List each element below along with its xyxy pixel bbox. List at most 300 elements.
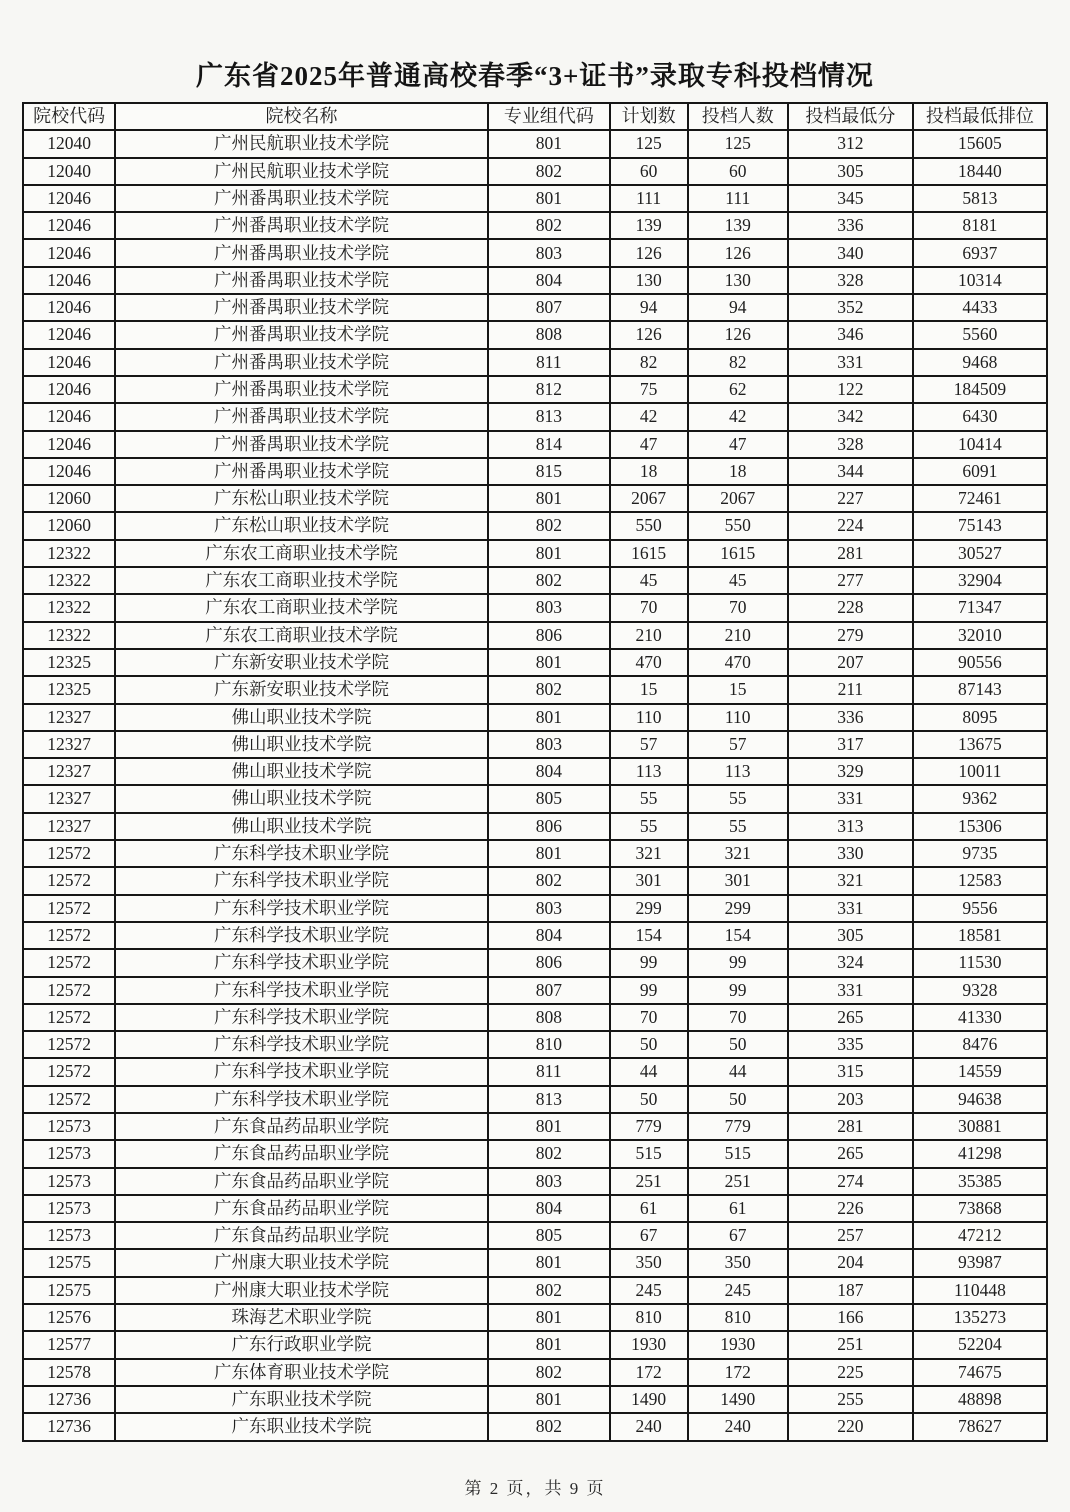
table-cell: 804 [488,1195,610,1222]
table-cell: 广东农工商职业技术学院 [115,622,488,649]
table-cell: 251 [610,1168,688,1195]
table-cell: 12573 [23,1222,115,1249]
table-cell: 125 [688,130,788,157]
table-cell: 99 [688,977,788,1004]
table-cell: 550 [610,512,688,539]
table-cell: 广东科学技术职业学院 [115,1086,488,1113]
table-cell: 803 [488,731,610,758]
table-cell: 805 [488,1222,610,1249]
table-cell: 12575 [23,1277,115,1304]
table-cell: 67 [610,1222,688,1249]
table-cell: 佛山职业技术学院 [115,731,488,758]
table-cell: 111 [688,185,788,212]
table-cell: 251 [688,1168,788,1195]
table-row [23,540,1047,567]
table-cell: 224 [788,512,913,539]
table-row [23,1195,1047,1222]
table-cell: 301 [610,867,688,894]
table-cell: 广东食品药品职业学院 [115,1222,488,1249]
table-cell: 130 [610,267,688,294]
table-cell: 94 [688,294,788,321]
table-row [23,895,1047,922]
table-cell: 广东松山职业技术学院 [115,512,488,539]
table-cell: 211 [788,676,913,703]
table-cell: 60 [610,158,688,185]
table-cell: 12578 [23,1359,115,1386]
table-cell: 802 [488,158,610,185]
table-cell: 803 [488,895,610,922]
table-cell: 110448 [913,1277,1047,1304]
table-cell: 93987 [913,1249,1047,1276]
table-cell: 172 [610,1359,688,1386]
table-cell: 804 [488,922,610,949]
table-row [23,376,1047,403]
table-row [23,977,1047,1004]
table-cell: 广东科学技术职业学院 [115,1058,488,1085]
table-cell: 62 [688,376,788,403]
table-cell: 810 [488,1031,610,1058]
table-cell: 245 [688,1277,788,1304]
table-cell: 30527 [913,540,1047,567]
table-cell: 广州民航职业技术学院 [115,158,488,185]
table-cell: 274 [788,1168,913,1195]
table-cell: 804 [488,758,610,785]
table-cell: 1490 [610,1386,688,1413]
table-cell: 18440 [913,158,1047,185]
table-cell: 135273 [913,1304,1047,1331]
table-cell: 10414 [913,431,1047,458]
table-cell: 1490 [688,1386,788,1413]
table-cell: 811 [488,1058,610,1085]
table-cell: 广东松山职业技术学院 [115,485,488,512]
table-cell: 12572 [23,922,115,949]
table-cell: 广州番禺职业技术学院 [115,458,488,485]
table-cell: 814 [488,431,610,458]
table-cell: 344 [788,458,913,485]
table-row [23,922,1047,949]
table-cell: 126 [688,239,788,266]
table-cell: 139 [610,212,688,239]
table-cell: 41298 [913,1140,1047,1167]
table-cell: 801 [488,540,610,567]
table-cell: 245 [610,1277,688,1304]
table-cell: 227 [788,485,913,512]
table-cell: 317 [788,731,913,758]
table-cell: 779 [610,1113,688,1140]
table-row [23,1304,1047,1331]
table-cell: 12046 [23,212,115,239]
table-cell: 1930 [688,1331,788,1358]
table-cell: 321 [688,840,788,867]
table-cell: 47 [688,431,788,458]
table-cell: 1615 [688,540,788,567]
table-cell: 78627 [913,1413,1047,1440]
table-cell: 75 [610,376,688,403]
table-cell: 70 [610,1004,688,1031]
table-cell: 5813 [913,185,1047,212]
table-cell: 806 [488,622,610,649]
table-cell: 广州番禺职业技术学院 [115,376,488,403]
table-cell: 346 [788,321,913,348]
table-cell: 12327 [23,704,115,731]
table-row [23,622,1047,649]
table-cell: 12322 [23,567,115,594]
table-cell: 184509 [913,376,1047,403]
table-row [23,704,1047,731]
table-cell: 47212 [913,1222,1047,1249]
table-cell: 广东新安职业技术学院 [115,649,488,676]
table-cell: 5560 [913,321,1047,348]
table-row [23,1249,1047,1276]
table-cell: 广东科学技术职业学院 [115,949,488,976]
table-cell: 277 [788,567,913,594]
table-cell: 802 [488,1359,610,1386]
table-cell: 279 [788,622,913,649]
table-cell: 55 [610,785,688,812]
table-cell: 251 [788,1331,913,1358]
table-cell: 125 [610,130,688,157]
table-cell: 佛山职业技术学院 [115,785,488,812]
table-row [23,1004,1047,1031]
table-cell: 801 [488,130,610,157]
table-row [23,1031,1047,1058]
table-row [23,1058,1047,1085]
table-cell: 207 [788,649,913,676]
table-cell: 48898 [913,1386,1047,1413]
table-cell: 801 [488,704,610,731]
table-cell: 广州康大职业技术学院 [115,1249,488,1276]
table-row [23,512,1047,539]
table-cell: 广州番禺职业技术学院 [115,185,488,212]
table-cell: 13675 [913,731,1047,758]
table-cell: 广州番禺职业技术学院 [115,212,488,239]
table-row [23,758,1047,785]
table-cell: 257 [788,1222,913,1249]
table-row [23,267,1047,294]
table-cell: 126 [688,321,788,348]
table-cell: 35385 [913,1168,1047,1195]
table-cell: 154 [688,922,788,949]
table-cell: 12325 [23,649,115,676]
table-cell: 广东职业技术学院 [115,1413,488,1440]
table-row [23,130,1047,157]
table-cell: 广东体育职业技术学院 [115,1359,488,1386]
table-cell: 70 [688,594,788,621]
table-cell: 佛山职业技术学院 [115,704,488,731]
table-cell: 广州番禺职业技术学院 [115,294,488,321]
table-cell: 12573 [23,1140,115,1167]
table-cell: 12046 [23,349,115,376]
table-row [23,1277,1047,1304]
table-cell: 210 [610,622,688,649]
table-cell: 331 [788,785,913,812]
table-cell: 45 [688,567,788,594]
page-title: 广东省2025年普通高校春季“3+证书”录取专科投档情况 [196,61,874,91]
table-cell: 广东行政职业学院 [115,1331,488,1358]
table-cell: 广州康大职业技术学院 [115,1277,488,1304]
table-cell: 9556 [913,895,1047,922]
table-cell: 6430 [913,403,1047,430]
table-row [23,458,1047,485]
table-cell: 802 [488,867,610,894]
table-cell: 812 [488,376,610,403]
table-cell: 82 [610,349,688,376]
table-cell: 50 [610,1031,688,1058]
table-cell: 801 [488,1386,610,1413]
table-cell: 336 [788,704,913,731]
table-cell: 265 [788,1004,913,1031]
table-cell: 广东农工商职业技术学院 [115,540,488,567]
table-row [23,403,1047,430]
table-cell: 12327 [23,731,115,758]
table-cell: 515 [610,1140,688,1167]
column-header-1: 院校名称 [115,103,488,130]
table-cell: 广东农工商职业技术学院 [115,594,488,621]
table-cell: 126 [610,239,688,266]
table-cell: 32010 [913,622,1047,649]
table-cell: 2067 [688,485,788,512]
table-cell: 321 [610,840,688,867]
table-cell: 801 [488,840,610,867]
table-cell: 广东科学技术职业学院 [115,977,488,1004]
table-cell: 299 [610,895,688,922]
table-row [23,594,1047,621]
table-cell: 11530 [913,949,1047,976]
column-header-6: 投档最低排位 [913,103,1047,130]
table-cell: 802 [488,212,610,239]
table-row [23,1086,1047,1113]
admission-score-table [22,102,1048,1442]
table-cell: 12060 [23,485,115,512]
table-cell: 9468 [913,349,1047,376]
table-cell: 50 [688,1086,788,1113]
table-cell: 广州番禺职业技术学院 [115,321,488,348]
table-cell: 801 [488,649,610,676]
table-cell: 6091 [913,458,1047,485]
table-row [23,949,1047,976]
table-cell: 12040 [23,158,115,185]
table-row [23,1168,1047,1195]
table-row [23,731,1047,758]
table-cell: 12576 [23,1304,115,1331]
table-cell: 113 [610,758,688,785]
table-cell: 110 [610,704,688,731]
table-row [23,158,1047,185]
table-cell: 广东食品药品职业学院 [115,1168,488,1195]
page-number-footer: 第 2 页，共 9 页 [464,1479,606,1498]
table-row [23,212,1047,239]
table-cell: 9735 [913,840,1047,867]
table-cell: 55 [688,813,788,840]
table-cell: 61 [610,1195,688,1222]
table-cell: 12060 [23,512,115,539]
table-cell: 广东职业技术学院 [115,1386,488,1413]
table-header-row [23,103,1047,130]
table-cell: 71347 [913,594,1047,621]
table-cell: 350 [688,1249,788,1276]
table-cell: 12040 [23,130,115,157]
table-cell: 10011 [913,758,1047,785]
table-cell: 228 [788,594,913,621]
table-cell: 550 [688,512,788,539]
table-cell: 佛山职业技术学院 [115,758,488,785]
table-cell: 9362 [913,785,1047,812]
table-cell: 802 [488,512,610,539]
table-cell: 805 [488,785,610,812]
table-cell: 14559 [913,1058,1047,1085]
table-cell: 340 [788,239,913,266]
table-row [23,649,1047,676]
table-cell: 336 [788,212,913,239]
table-cell: 12046 [23,458,115,485]
table-cell: 15 [688,676,788,703]
table-cell: 12577 [23,1331,115,1358]
table-cell: 12046 [23,431,115,458]
table-cell: 810 [688,1304,788,1331]
table-cell: 802 [488,676,610,703]
table-cell: 301 [688,867,788,894]
column-header-5: 投档最低分 [788,103,913,130]
table-cell: 813 [488,1086,610,1113]
table-cell: 329 [788,758,913,785]
column-header-4: 投档人数 [688,103,788,130]
table-cell: 55 [688,785,788,812]
table-cell: 801 [488,1249,610,1276]
table-cell: 801 [488,1113,610,1140]
table-cell: 9328 [913,977,1047,1004]
table-row [23,485,1047,512]
table-cell: 8095 [913,704,1047,731]
table-cell: 41330 [913,1004,1047,1031]
table-cell: 12322 [23,622,115,649]
table-row [23,349,1047,376]
table-cell: 32904 [913,567,1047,594]
table-cell: 12736 [23,1386,115,1413]
column-header-2: 专业组代码 [488,103,610,130]
table-cell: 515 [688,1140,788,1167]
table-row [23,813,1047,840]
table-cell: 60 [688,158,788,185]
table-cell: 312 [788,130,913,157]
table-cell: 12046 [23,294,115,321]
table-row [23,1113,1047,1140]
table-cell: 281 [788,1113,913,1140]
table-row [23,567,1047,594]
table-cell: 12736 [23,1413,115,1440]
table-cell: 70 [688,1004,788,1031]
table-cell: 342 [788,403,913,430]
table-row [23,840,1047,867]
table-row [23,676,1047,703]
table-cell: 广东科学技术职业学院 [115,895,488,922]
table-cell: 226 [788,1195,913,1222]
table-cell: 广东科学技术职业学院 [115,1031,488,1058]
table-cell: 111 [610,185,688,212]
table-cell: 470 [610,649,688,676]
table-cell: 50 [688,1031,788,1058]
table-cell: 255 [788,1386,913,1413]
column-header-0: 院校代码 [23,103,115,130]
table-cell: 47 [610,431,688,458]
table-row [23,1140,1047,1167]
table-cell: 50 [610,1086,688,1113]
table-cell: 佛山职业技术学院 [115,813,488,840]
table-cell: 70 [610,594,688,621]
table-cell: 90556 [913,649,1047,676]
table-cell: 15 [610,676,688,703]
table-cell: 8181 [913,212,1047,239]
table-cell: 321 [788,867,913,894]
table-cell: 803 [488,239,610,266]
table-cell: 808 [488,1004,610,1031]
table-cell: 72461 [913,485,1047,512]
table-cell: 12572 [23,1031,115,1058]
table-cell: 1615 [610,540,688,567]
table-row [23,294,1047,321]
table-cell: 12046 [23,267,115,294]
table-cell: 324 [788,949,913,976]
table-cell: 305 [788,158,913,185]
table-cell: 99 [610,949,688,976]
table-cell: 广州民航职业技术学院 [115,130,488,157]
table-cell: 345 [788,185,913,212]
table-cell: 801 [488,485,610,512]
table-cell: 73868 [913,1195,1047,1222]
table-cell: 52204 [913,1331,1047,1358]
table-row [23,1413,1047,1440]
table-cell: 广州番禺职业技术学院 [115,239,488,266]
table-cell: 12327 [23,758,115,785]
table-cell: 808 [488,321,610,348]
table-cell: 220 [788,1413,913,1440]
table-cell: 815 [488,458,610,485]
table-cell: 204 [788,1249,913,1276]
table-cell: 12572 [23,1004,115,1031]
table-cell: 335 [788,1031,913,1058]
table-cell: 225 [788,1359,913,1386]
table-cell: 305 [788,922,913,949]
table-cell: 330 [788,840,913,867]
table-row [23,185,1047,212]
table-cell: 10314 [913,267,1047,294]
table-cell: 779 [688,1113,788,1140]
table-row [23,867,1047,894]
table-cell: 44 [610,1058,688,1085]
table-row [23,785,1047,812]
table-cell: 265 [788,1140,913,1167]
table-cell: 广东食品药品职业学院 [115,1195,488,1222]
table-cell: 328 [788,267,913,294]
table-cell: 74675 [913,1359,1047,1386]
table-cell: 331 [788,895,913,922]
table-cell: 350 [610,1249,688,1276]
table-cell: 广东食品药品职业学院 [115,1140,488,1167]
table-cell: 广东科学技术职业学院 [115,1004,488,1031]
table-cell: 2067 [610,485,688,512]
table-cell: 55 [610,813,688,840]
table-cell: 12046 [23,321,115,348]
table-cell: 12583 [913,867,1047,894]
table-cell: 12572 [23,1086,115,1113]
table-cell: 30881 [913,1113,1047,1140]
table-cell: 113 [688,758,788,785]
table-cell: 803 [488,1168,610,1195]
table-row [23,321,1047,348]
table-cell: 广州番禺职业技术学院 [115,431,488,458]
table-cell: 807 [488,294,610,321]
table-cell: 6937 [913,239,1047,266]
table-cell: 广州番禺职业技术学院 [115,403,488,430]
